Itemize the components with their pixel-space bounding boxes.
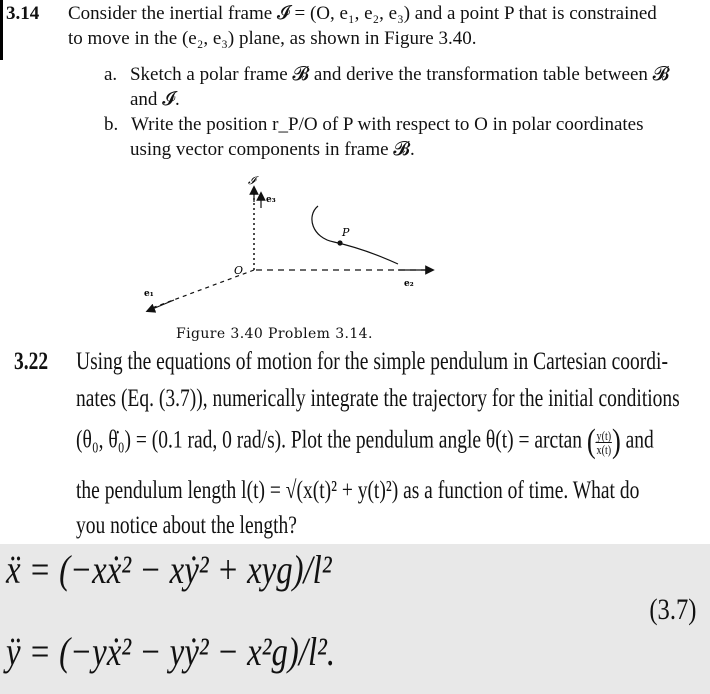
problem-3-22-line-5: you notice about the length? (76, 512, 297, 539)
item-a-line-1: Sketch a polar frame 𝓑 and derive the transformation table between 𝓑 (129, 64, 670, 85)
item-b-line-1: Write the position r_P/O of P with respect to O in polar coordinates (131, 114, 644, 135)
close-paren: ) (611, 423, 621, 460)
point-p (337, 240, 342, 245)
problem-3-14-line-1: Consider the inertial frame 𝓘 = (O, e₁, e₂, e₃) and a point P that is constrained (68, 3, 657, 24)
equation-number: (3.7) (648, 593, 696, 626)
problem-3-22-line-1: Using the equations of motion for the simple pendulum in Cartesian coordi- (76, 348, 668, 375)
equation-y: ÿ = (−yẋ² − yẏ² − x²g)/l². (6, 629, 336, 674)
item-a-line-2: and 𝓘. (130, 89, 180, 110)
problem-3-14-number: 3.14 (6, 3, 40, 24)
margin-rule (0, 0, 3, 60)
item-b-label: b. (104, 114, 119, 135)
problem-3-22-line-2: nates (Eq. (3.7)), numerically integrate the trajectory for the initial conditions (76, 385, 680, 412)
line-3-and: and (625, 426, 654, 454)
e3-label: e₃ (266, 195, 276, 205)
figure-3-40 (130, 170, 450, 320)
problem-3-22-line-4: the pendulum length l(t) = √(x(t)² + y(t)²) as a function of time. What do (76, 477, 640, 504)
equation-x: ẍ = (−xẋ² − xẏ² + xyg)/l² (6, 547, 332, 592)
problem-3-22-number: 3.22 (14, 348, 49, 375)
equation-box (0, 544, 710, 694)
e2-label: e₂ (404, 279, 414, 289)
item-a-label: a. (104, 64, 118, 85)
line-3-text: (θ₀, θ̇₀) = (0.1 rad, 0 rad/s). Plot the pendulum angle θ(t) = arctan (76, 426, 583, 454)
item-b (104, 114, 644, 136)
e1-arrow (150, 300, 174, 310)
item-a (104, 64, 669, 86)
item-b-line-2: using vector components in frame 𝓑. (130, 139, 415, 160)
e1-label: e₁ (144, 289, 154, 299)
fraction-denominator: x(t) (596, 441, 612, 457)
fraction (596, 429, 612, 456)
fraction-numerator: y(t) (596, 427, 612, 443)
frame-label: 𝓘 (248, 174, 256, 187)
trajectory-curve (312, 206, 398, 264)
problem-3-14-line-2: to move in the (e₂, e₃) plane, as shown in Figure 3.40. (68, 28, 477, 49)
figure-caption: Figure 3.40 Problem 3.14. (176, 326, 373, 342)
open-paren: ( (586, 423, 596, 460)
point-p-label: P (342, 226, 350, 239)
origin-label: O (234, 264, 244, 277)
problem-3-22-line-3 (76, 423, 654, 461)
